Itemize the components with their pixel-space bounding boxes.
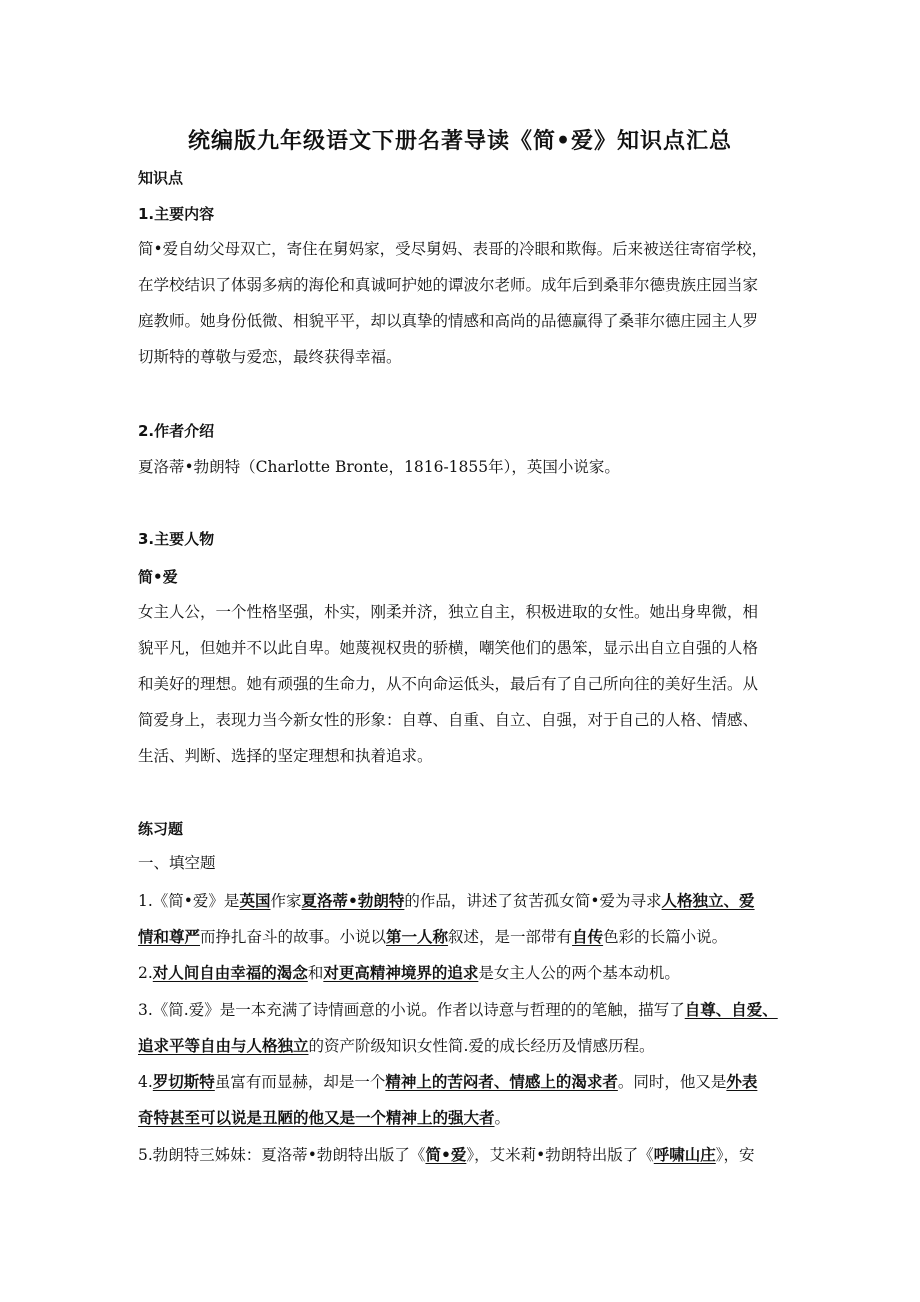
paragraph-line: 简•爱自幼父母双亡，寄住在舅妈家，受尽舅妈、表哥的冷眼和欺侮。后来被送往寄宿学校， <box>138 240 768 258</box>
answer-text: 人格独立、爱 <box>661 891 755 910</box>
answer-text: 自传 <box>572 927 604 946</box>
answer-text: 追求平等自由与人格独立 <box>138 1036 309 1055</box>
character-name: 简•爱 <box>138 568 178 586</box>
question-text: 的资产阶级知识女性简.爱的成长经历及情感历程。 <box>308 1037 655 1055</box>
answer-text: 对更高精神境界的追求 <box>323 963 479 982</box>
answer-text: 英国 <box>239 891 271 910</box>
heading-main-content: 1.主要内容 <box>138 205 215 223</box>
question-text: 1.《简•爱》是 <box>138 892 240 910</box>
question-text: 是女主人公的两个基本动机。 <box>478 964 680 982</box>
question-text: 》，艾米莉•勃朗特出版了《 <box>466 1146 654 1164</box>
exercise-line <box>138 1108 510 1128</box>
exercise-line <box>138 1000 778 1020</box>
document-title: 统编版九年级语文下册名著导读《简•爱》知识点汇总 <box>187 128 733 154</box>
exercise-type-heading: 一、填空题 <box>138 854 216 872</box>
answer-text: 外表 <box>726 1072 758 1091</box>
paragraph-line: 貌平凡，但她并不以此自卑。她蔑视权贵的骄横，嘲笑他们的愚笨，显示出自立自强的人格 <box>138 639 759 657</box>
question-text: 3.《简.爱》是一本充满了诗情画意的小说。作者以诗意与哲理的的笔触，描写了 <box>138 1001 685 1019</box>
section-heading-knowledge: 知识点 <box>138 169 184 187</box>
question-text: 而挣扎奋斗的故事。小说以 <box>200 928 387 946</box>
answer-text: 精神上的苦闷者、情感上的渴求者 <box>385 1072 618 1091</box>
answer-text: 对人间自由幸福的渴念 <box>152 963 308 982</box>
heading-exercises: 练习题 <box>138 820 184 838</box>
answer-text: 夏洛蒂•勃朗特 <box>301 891 405 910</box>
heading-author: 2.作者介绍 <box>138 422 215 440</box>
question-text: 作家 <box>270 892 302 910</box>
paragraph-line: 在学校结识了体弱多病的海伦和真诚呵护她的谭波尔老师。成年后到桑菲尔德贵族庄园当家 <box>138 276 759 294</box>
question-text: 。同时，他又是 <box>617 1073 727 1091</box>
question-text: 4. <box>138 1073 153 1091</box>
exercise-line <box>138 1036 654 1056</box>
question-text: 叙述，是一部带有 <box>448 928 573 946</box>
exercise-line <box>138 891 755 911</box>
paragraph-line: 切斯特的尊敬与爱恋，最终获得幸福。 <box>138 348 402 366</box>
heading-characters: 3.主要人物 <box>138 530 215 548</box>
question-text: 色彩的长篇小说。 <box>603 928 728 946</box>
answer-text: 自尊、自爱、 <box>684 1000 778 1019</box>
answer-text: 奇特甚至可以说是丑陋的他又是一个精神上的强大者 <box>138 1108 495 1127</box>
question-text: 的作品，讲述了贫苦孤女简•爱为寻求 <box>404 892 662 910</box>
paragraph-line: 和美好的理想。她有顽强的生命力，从不向命运低头，最后有了自己所向往的美好生活。从 <box>138 675 759 693</box>
answer-text: 呼啸山庄 <box>653 1145 716 1164</box>
exercise-line <box>138 927 727 947</box>
paragraph-line: 女主人公，一个性格坚强，朴实，刚柔并济，独立自主，积极进取的女性。她出身卑微，相 <box>138 603 759 621</box>
answer-text: 第一人称 <box>386 927 449 946</box>
paragraph-line: 生活、判断、选择的坚定理想和执着追求。 <box>138 747 433 765</box>
question-text: 2. <box>138 964 153 982</box>
answer-text: 简•爱 <box>425 1145 467 1164</box>
paragraph-line: 夏洛蒂•勃朗特（Charlotte Bronte，1816-1855年），英国小说家。 <box>138 458 620 476</box>
exercise-line <box>138 963 680 983</box>
question-text: 虽富有而显赫，却是一个 <box>214 1073 386 1091</box>
question-text: 5.勃朗特三姊妹：夏洛蒂•勃朗特出版了《 <box>138 1146 426 1164</box>
exercise-line <box>138 1072 757 1092</box>
question-text: 。 <box>494 1109 511 1127</box>
question-text: 和 <box>307 964 324 982</box>
answer-text: 罗切斯特 <box>152 1072 215 1091</box>
exercise-line <box>138 1145 755 1165</box>
paragraph-line: 简爱身上，表现力当今新女性的形象：自尊、自重、自立、自强，对于自己的人格、情感、 <box>138 711 759 729</box>
paragraph-line: 庭教师。她身份低微、相貌平平，却以真挚的情感和高尚的品德赢得了桑菲尔德庄园主人罗 <box>138 312 759 330</box>
question-text: 》，安 <box>715 1146 755 1164</box>
answer-text: 情和尊严 <box>138 927 201 946</box>
